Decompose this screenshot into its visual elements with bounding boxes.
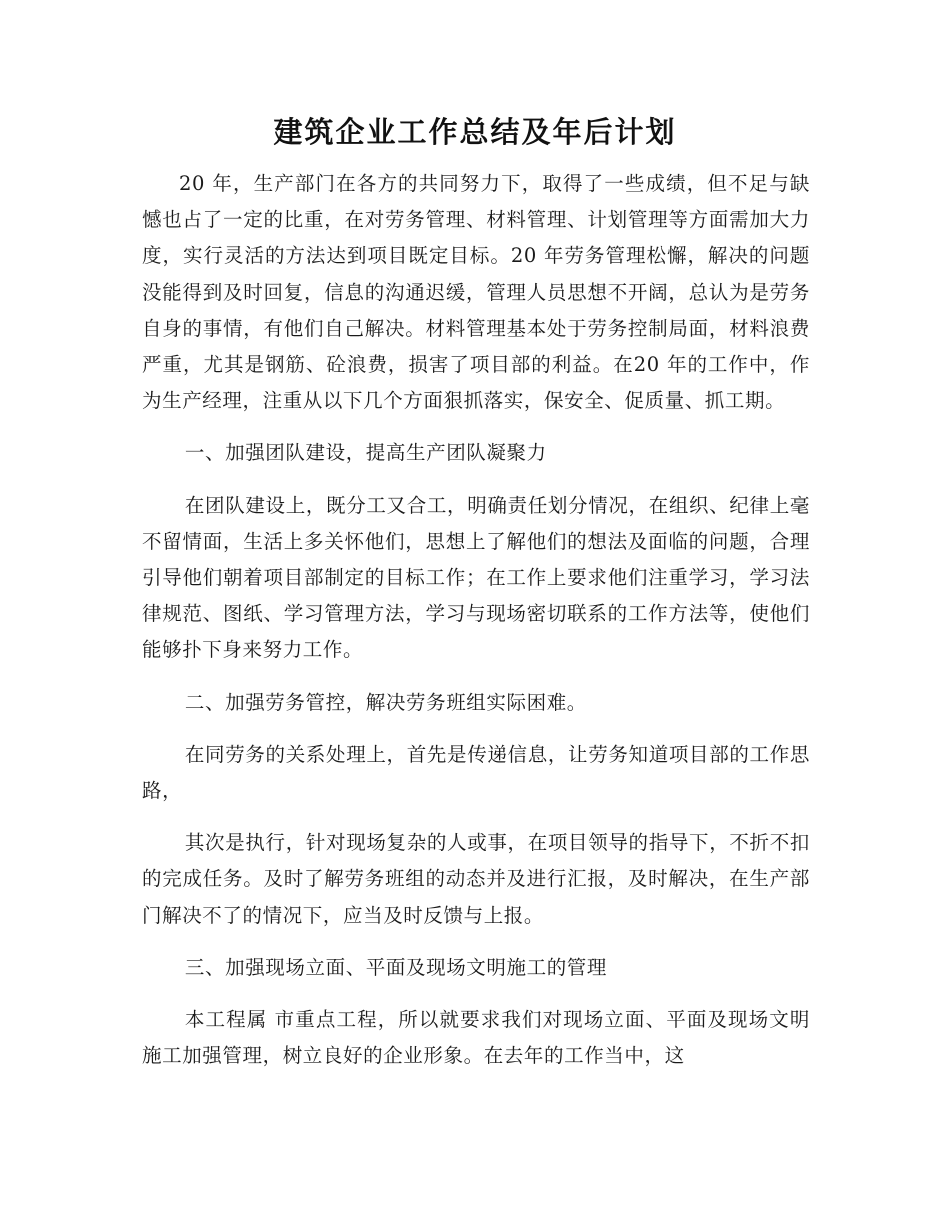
document-body bbox=[142, 166, 810, 1090]
paragraph-site-management: 本工程属 市重点工程，所以就要求我们对现场立面、平面及现场文明施工加强管理，树立良好的企业形象。在去年的工作当中，这 bbox=[142, 1008, 810, 1068]
paragraph-team-building: 在团队建设上，既分工又合工，明确责任划分情况，在组织、纪律上毫不留情面，生活上多关怀他们，思想上了解他们的想法及面临的问题，合理引导他们朝着项目部制定的目标工作；在工作上要求他们注重学习，学习法律规范、图纸、学习管理方法，学习与现场密切联系的工作方法等，使他们能够扑下身来努力工作。 bbox=[142, 493, 810, 662]
section-heading-3: 三、加强现场立面、平面及现场文明施工的管理 bbox=[184, 955, 607, 979]
paragraph-execution: 其次是执行，针对现场复杂的人或事，在项目领导的指导下，不折不扣的完成任务。及时了解劳务班组的动态并及进行汇报，及时解决，在生产部门解决不了的情况下，应当及时反馈与上报。 bbox=[142, 831, 810, 927]
section-heading-1: 一、加强团队建设，提高生产团队凝聚力 bbox=[184, 441, 547, 465]
paragraph-intro: 20 年，生产部门在各方的共同努力下，取得了一些成绩，但不足与缺憾也占了一定的比重，在对劳务管理、材料管理、计划管理等方面需加大力度，实行灵活的方法达到项目既定目标。20 年劳务管理松懈，解决的问题没能得到及时回复，信息的沟通迟缓，管理人员思想不开阔，总认为是劳务自身的事情，有他们自己解决。材料管理基本处于劳务控制局面，材料浪费严重，尤其是钢筋、砼浪费，损害了项目部的利益。在20 年的工作中，作为生产经理，注重从以下几个方面狠抓落实，保安全、促质量、抓工期。 bbox=[142, 172, 810, 413]
section-heading-2: 二、加强劳务管控，解决劳务班组实际困难。 bbox=[184, 690, 587, 714]
paragraph-labor-relations: 在同劳务的关系处理上，首先是传递信息，让劳务知道项目部的工作思路， bbox=[142, 742, 810, 803]
document-title: 建筑企业工作总结及年后计划 bbox=[273, 115, 677, 149]
